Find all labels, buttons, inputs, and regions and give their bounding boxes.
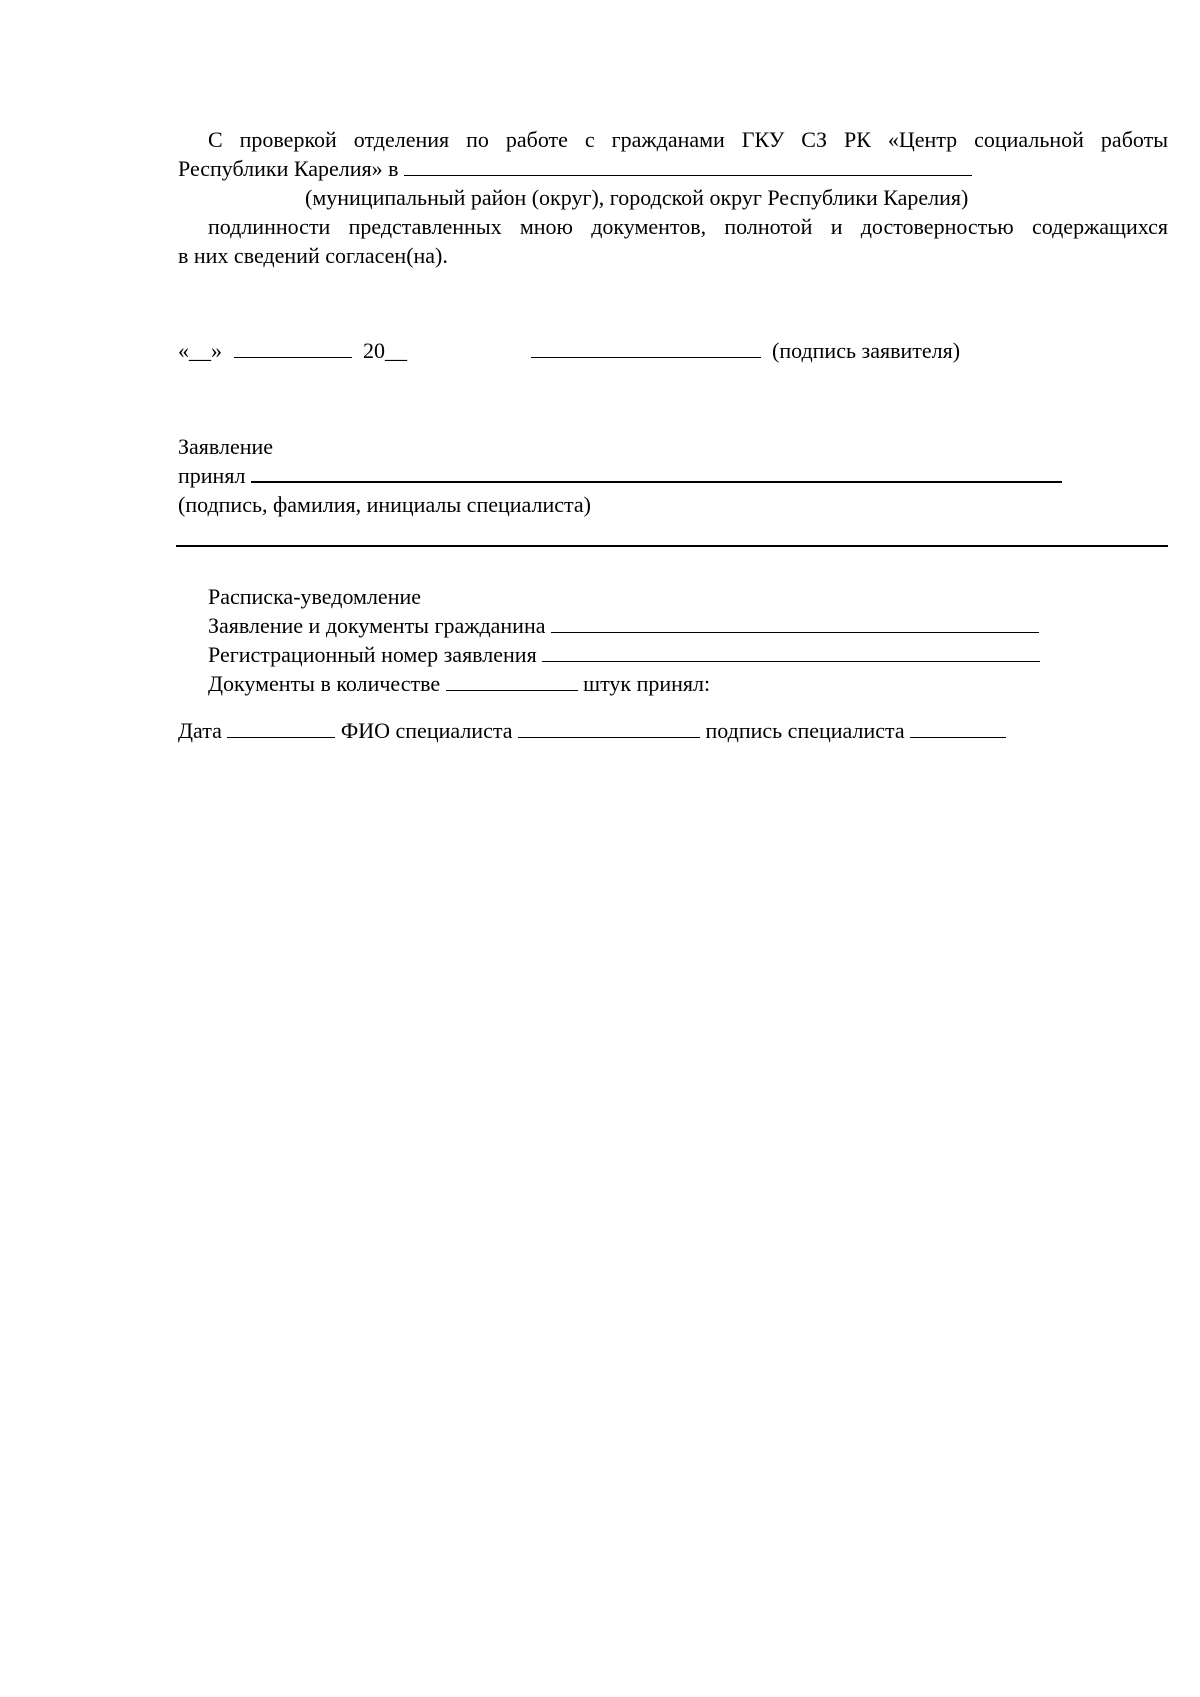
consent-line-1: С проверкой отделения по работе с гражданами ГКУ СЗ РК «Центр социальной работы: [208, 127, 1168, 152]
consent-line-4: в них сведений согласен(на).: [178, 243, 448, 268]
section-divider: [176, 545, 1168, 547]
consent-paragraph: [178, 125, 1168, 183]
receipt-reg-label: Регистрационный номер заявления: [208, 642, 537, 667]
receipt-reg-row: [178, 640, 1168, 669]
reg-number-blank[interactable]: [542, 641, 1040, 662]
fio-blank[interactable]: [518, 717, 700, 738]
municipality-blank[interactable]: [404, 155, 972, 176]
receipt-docs-row: [178, 611, 1168, 640]
year-field[interactable]: 20__: [363, 338, 407, 363]
consent-line-2-text: Республики Карелия» в: [178, 156, 399, 181]
citizen-docs-blank[interactable]: [551, 612, 1039, 633]
municipality-caption: (муниципальный район (округ), городской округ Республики Карелия): [305, 185, 969, 210]
receipt-count-prefix: Документы в количестве: [208, 671, 441, 696]
accepted-section: [178, 432, 1168, 519]
date-signature-row: [178, 336, 1168, 365]
accepted-prefix: принял: [178, 463, 246, 488]
receipt-section: [178, 582, 1168, 698]
receipt-docs-label: Заявление и документы гражданина: [208, 613, 546, 638]
doc-count-blank[interactable]: [446, 670, 578, 691]
specialist-sign-blank[interactable]: [910, 717, 1006, 738]
applicant-signature-label: (подпись заявителя): [772, 338, 961, 363]
receipt-count-suffix: штук принял:: [583, 671, 711, 696]
fio-label: ФИО специалиста: [340, 718, 513, 743]
specialist-blank[interactable]: [251, 461, 1062, 483]
month-blank[interactable]: [234, 337, 352, 358]
sign-label: подпись специалиста: [705, 718, 905, 743]
consent-line-2: [178, 154, 1168, 183]
applicant-signature-blank[interactable]: [531, 337, 761, 358]
accepted-title: Заявление: [178, 434, 274, 459]
accepted-row: [178, 461, 1168, 490]
receipt-footer-row: [178, 716, 1168, 745]
receipt-title: Расписка-уведомление: [208, 584, 422, 609]
date-label: Дата: [178, 718, 222, 743]
consent-paragraph-continued: [178, 212, 1168, 270]
specialist-caption: (подпись, фамилия, инициалы специалиста): [178, 492, 591, 517]
date-blank[interactable]: [227, 717, 335, 738]
day-field[interactable]: «__»: [178, 338, 222, 363]
receipt-count-row: [178, 669, 1168, 698]
consent-line-3: подлинности представленных мною документов, полнотой и достоверностью содержащихся: [208, 214, 1168, 239]
